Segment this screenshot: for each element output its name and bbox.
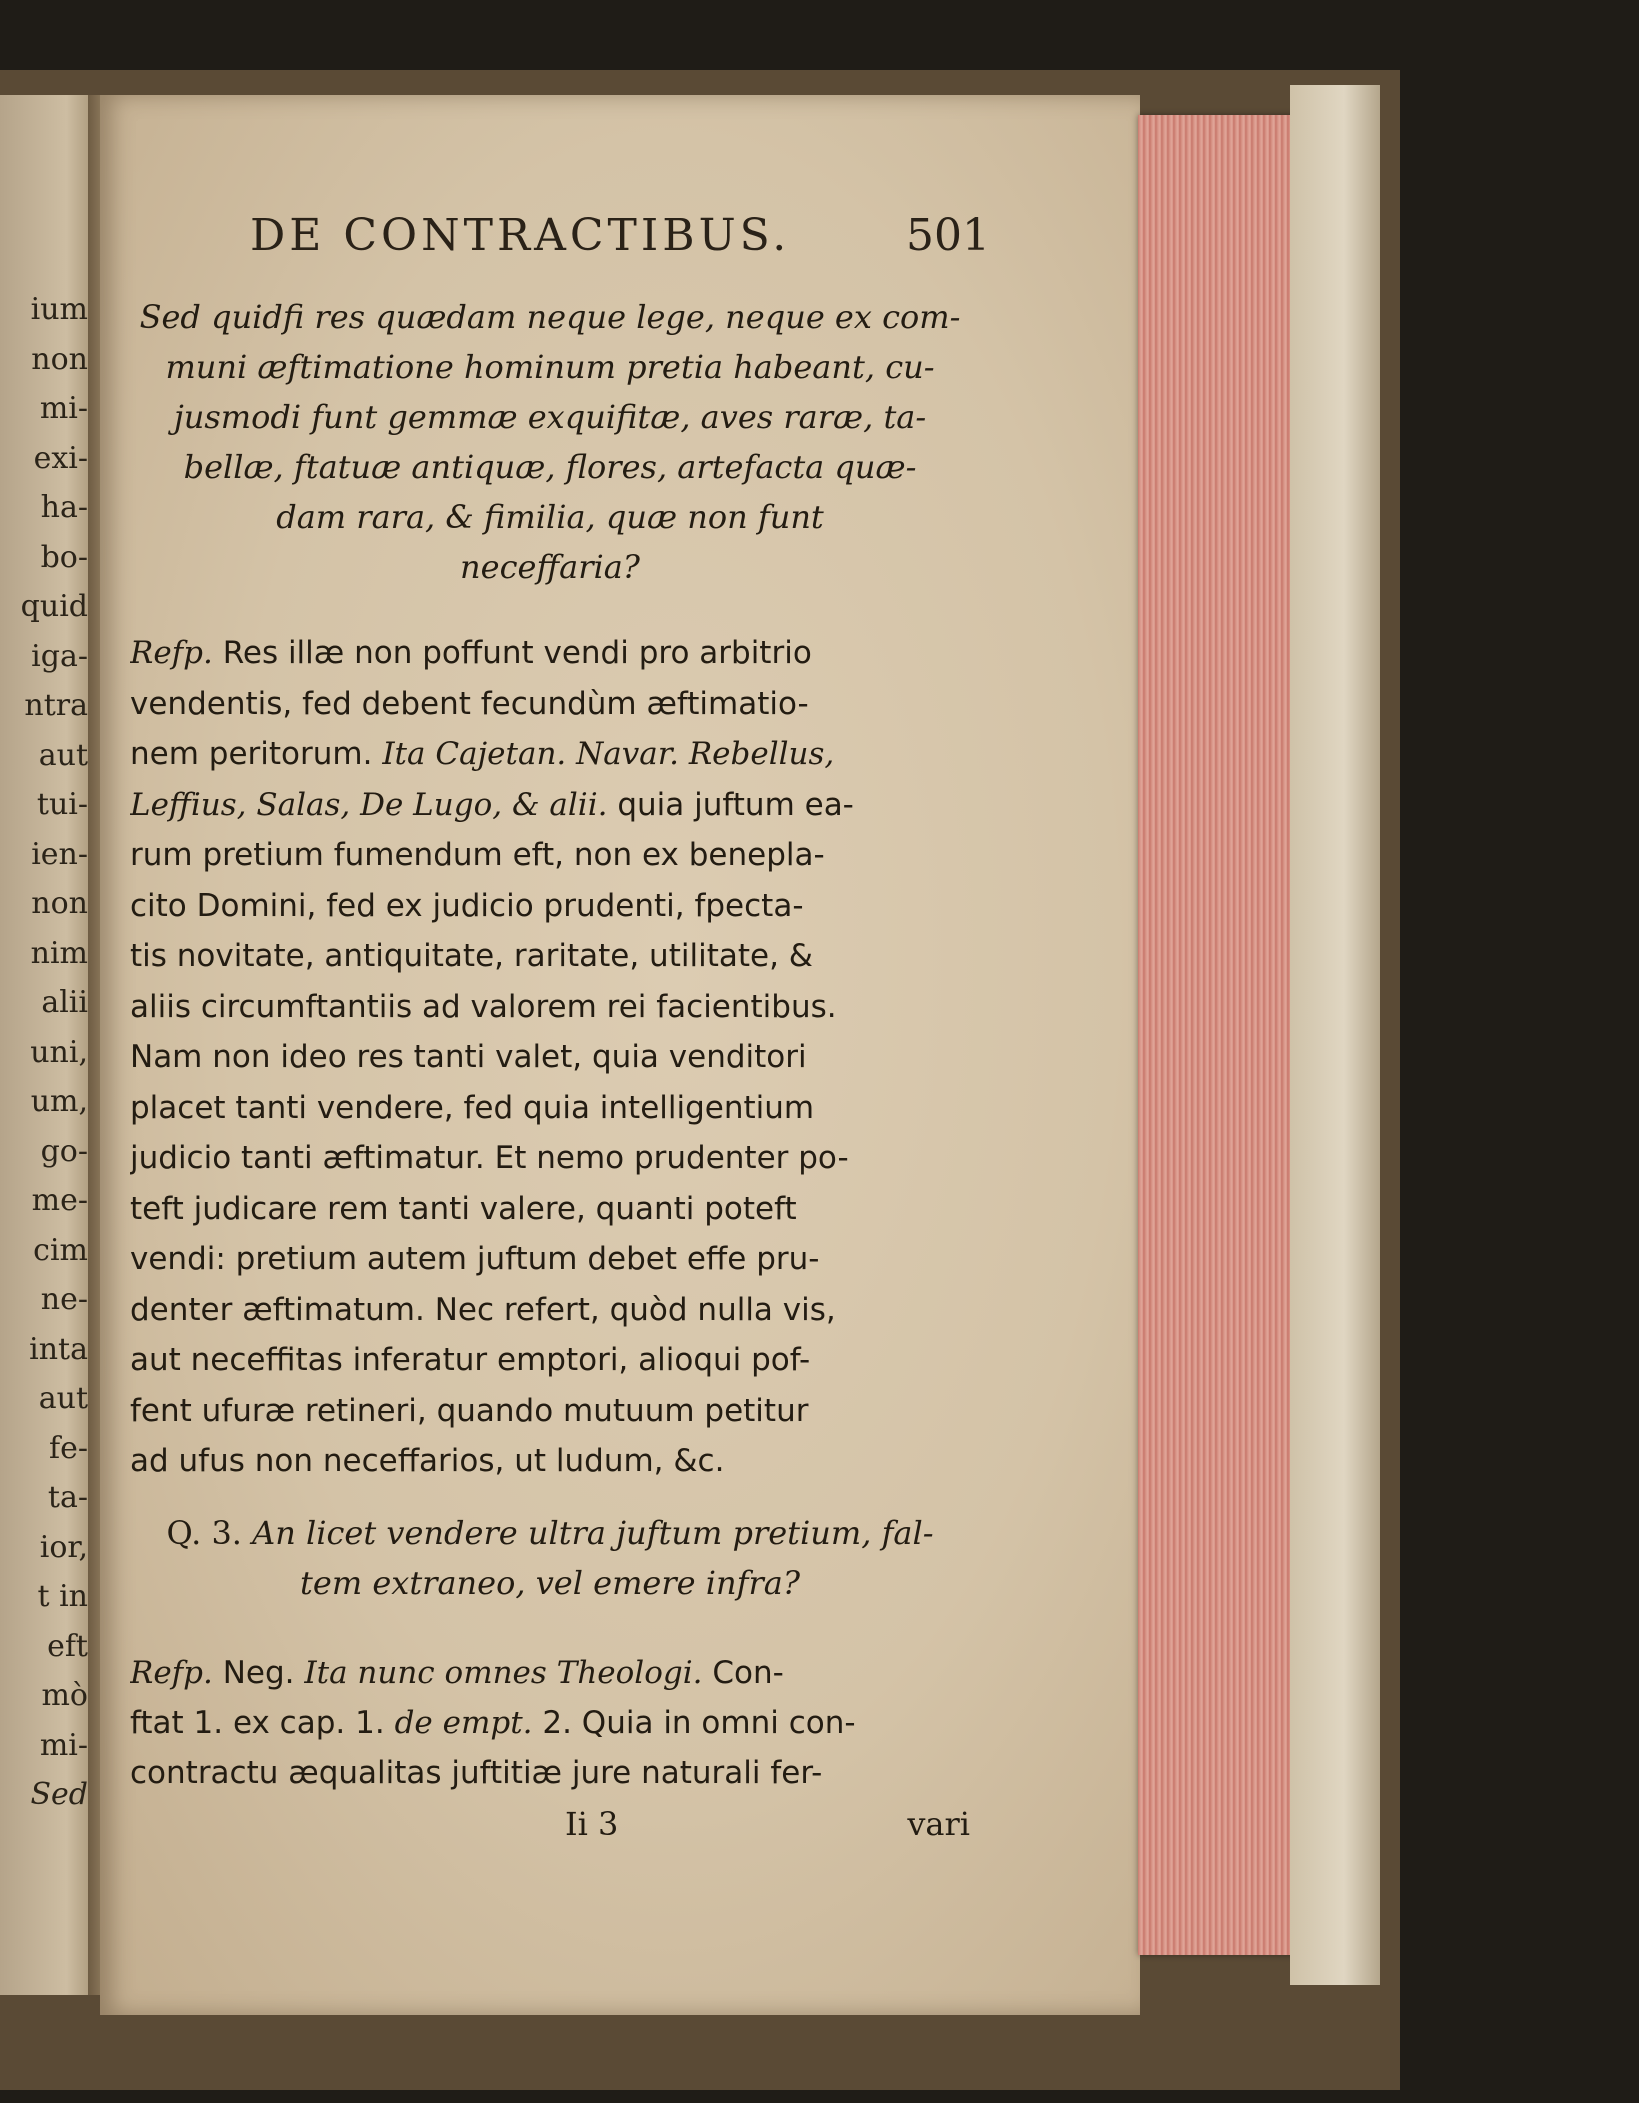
signature-mark: Ii 3 xyxy=(565,1805,619,1843)
response-1-line: tis novitate, antiquitate, raritate, utilitate, & xyxy=(130,938,813,974)
left-page-fragment: ha- xyxy=(40,490,88,525)
page-edges xyxy=(1138,115,1303,1955)
left-page-fragment: iga- xyxy=(31,638,88,674)
question-1-line: bellæ, ftatuæ antiquæ, flores, artefacta quæ- xyxy=(183,448,917,486)
response-1-line xyxy=(130,780,970,831)
left-page-fragments xyxy=(0,285,88,1820)
left-page-fragment: uni, xyxy=(30,1034,88,1070)
response-1 xyxy=(130,628,970,1487)
response-1-text: nem peritorum. xyxy=(130,736,373,772)
question-1-line: muni æftimatione hominum pretia habeant, cu- xyxy=(165,348,935,386)
citation: Leffius, Salas, De Lugo, & alii. xyxy=(130,786,608,823)
response-3-text: ftat 1. ex cap. 1. xyxy=(130,1705,385,1741)
running-head: DE CONTRACTIBUS. xyxy=(250,210,791,261)
response-3-line xyxy=(130,1648,970,1698)
response-1-line: judicio tanti æftimatur. Et nemo prudenter po- xyxy=(130,1140,849,1176)
response-3-text: Neg. xyxy=(222,1655,295,1691)
page-footer xyxy=(130,1805,970,1855)
left-page-fragment: fe- xyxy=(49,1430,88,1466)
left-page-fragment: bo- xyxy=(40,539,88,575)
left-page-fragment: non xyxy=(31,886,88,921)
left-page-fragment: alii xyxy=(41,985,88,1020)
question-1-line: neceffaria? xyxy=(460,548,640,586)
left-page-fragment: exi- xyxy=(33,440,88,476)
book-cover-edge xyxy=(1290,85,1380,1985)
left-page-fragment: ien- xyxy=(31,836,88,872)
left-page-fragment: t in xyxy=(37,1579,88,1614)
response-1-line xyxy=(130,729,970,780)
left-page-fragment: nim xyxy=(30,935,88,971)
response-1-line: cito Domini, fed ex judicio prudenti, fpecta- xyxy=(130,887,804,924)
left-page-fragment: inta xyxy=(29,1331,88,1367)
left-page-fragment: mò xyxy=(41,1678,88,1713)
question-1-line: Sed quidfi res quædam neque lege, neque ex com- xyxy=(139,298,961,336)
response-1-line: aliis circumftantiis ad valorem rei facientibus. xyxy=(130,988,837,1025)
response-1-line: teft judicare rem tanti valere, quanti poteft xyxy=(130,1190,797,1227)
response-1-line xyxy=(130,628,970,679)
response-1-line: denter æftimatum. Nec refert, quòd nulla vis, xyxy=(130,1291,836,1328)
left-page-fragment: eft xyxy=(47,1628,88,1664)
left-page-fragment: um, xyxy=(30,1084,88,1119)
response-1-line: Nam non ideo res tanti valet, quia venditori xyxy=(130,1039,807,1075)
response-1-text: Res illæ non poffunt vendi pro arbitrio xyxy=(222,635,812,671)
question-3-text: An licet vendere ultra juftum pretium, fal- xyxy=(252,1514,934,1552)
left-page-fragment: ium xyxy=(30,292,88,327)
page-header xyxy=(250,210,990,270)
catchword: vari xyxy=(907,1805,970,1843)
question-label: Q. 3. xyxy=(166,1514,242,1552)
left-page-fragment: ior, xyxy=(39,1529,88,1565)
response-1-line: placet tanti vendere, fed quia intelligentium xyxy=(130,1089,815,1126)
response-1-line: ad ufus non neceffarios, ut ludum, &c. xyxy=(130,1443,725,1479)
response-3 xyxy=(130,1648,970,1798)
question-3-line: tem extraneo, vel emere infra? xyxy=(300,1564,800,1602)
response-3-line xyxy=(130,1698,970,1748)
question-3 xyxy=(130,1508,970,1608)
response-1-line: vendi: pretium autem juftum debet effe pru- xyxy=(130,1241,820,1277)
left-page-fragment: ntra xyxy=(24,688,88,723)
left-page-fragment: aut xyxy=(38,737,88,773)
citation: Ita Cajetan. Navar. Rebellus, xyxy=(382,736,835,772)
left-page-fragment: mi- xyxy=(39,1727,88,1763)
citation: Ita nunc omnes Theologi. xyxy=(304,1655,703,1691)
left-page-fragment: mi- xyxy=(39,391,88,426)
left-page-fragment: quid xyxy=(20,589,88,624)
citation: de empt. xyxy=(394,1705,533,1741)
left-page-fragment: ta- xyxy=(47,1480,88,1515)
left-page-fragment: ne- xyxy=(40,1282,88,1317)
left-page-fragment: Sed xyxy=(30,1777,88,1812)
response-1-line: fent ufuræ retineri, quando mutuum petitur xyxy=(130,1392,809,1429)
left-page xyxy=(0,95,95,1995)
left-page-fragment: cim xyxy=(33,1232,88,1268)
left-page-fragment: aut xyxy=(38,1381,88,1416)
question-1-line: dam rara, & fimilia, quæ non funt xyxy=(276,498,824,536)
response-label: Refp. xyxy=(130,635,213,671)
response-1-line: rum pretium fumendum eft, non ex benepla- xyxy=(130,837,825,873)
response-label: Refp. xyxy=(130,1655,213,1691)
left-page-fragment: go- xyxy=(40,1133,88,1169)
left-page-fragment: me- xyxy=(31,1183,88,1218)
response-3-text: Con- xyxy=(712,1655,784,1691)
response-3-line: contractu æqualitas juftitiæ jure naturali fer- xyxy=(130,1755,823,1791)
page-number: 501 xyxy=(906,210,990,261)
left-page-fragment: non xyxy=(31,341,88,377)
question-1-line: jusmodi funt gemmæ exquifitæ, aves raræ, ta- xyxy=(173,398,927,436)
response-1-text: quia juftum ea- xyxy=(617,786,854,823)
response-1-line: aut neceffitas inferatur emptori, alioqui pof- xyxy=(130,1342,811,1378)
question-3-line xyxy=(130,1508,970,1558)
question-1 xyxy=(130,292,970,592)
response-1-line: vendentis, fed debent fecundùm æftimatio- xyxy=(130,685,809,722)
response-3-text: 2. Quia in omni con- xyxy=(542,1705,856,1741)
left-page-fragment: tui- xyxy=(36,787,88,822)
